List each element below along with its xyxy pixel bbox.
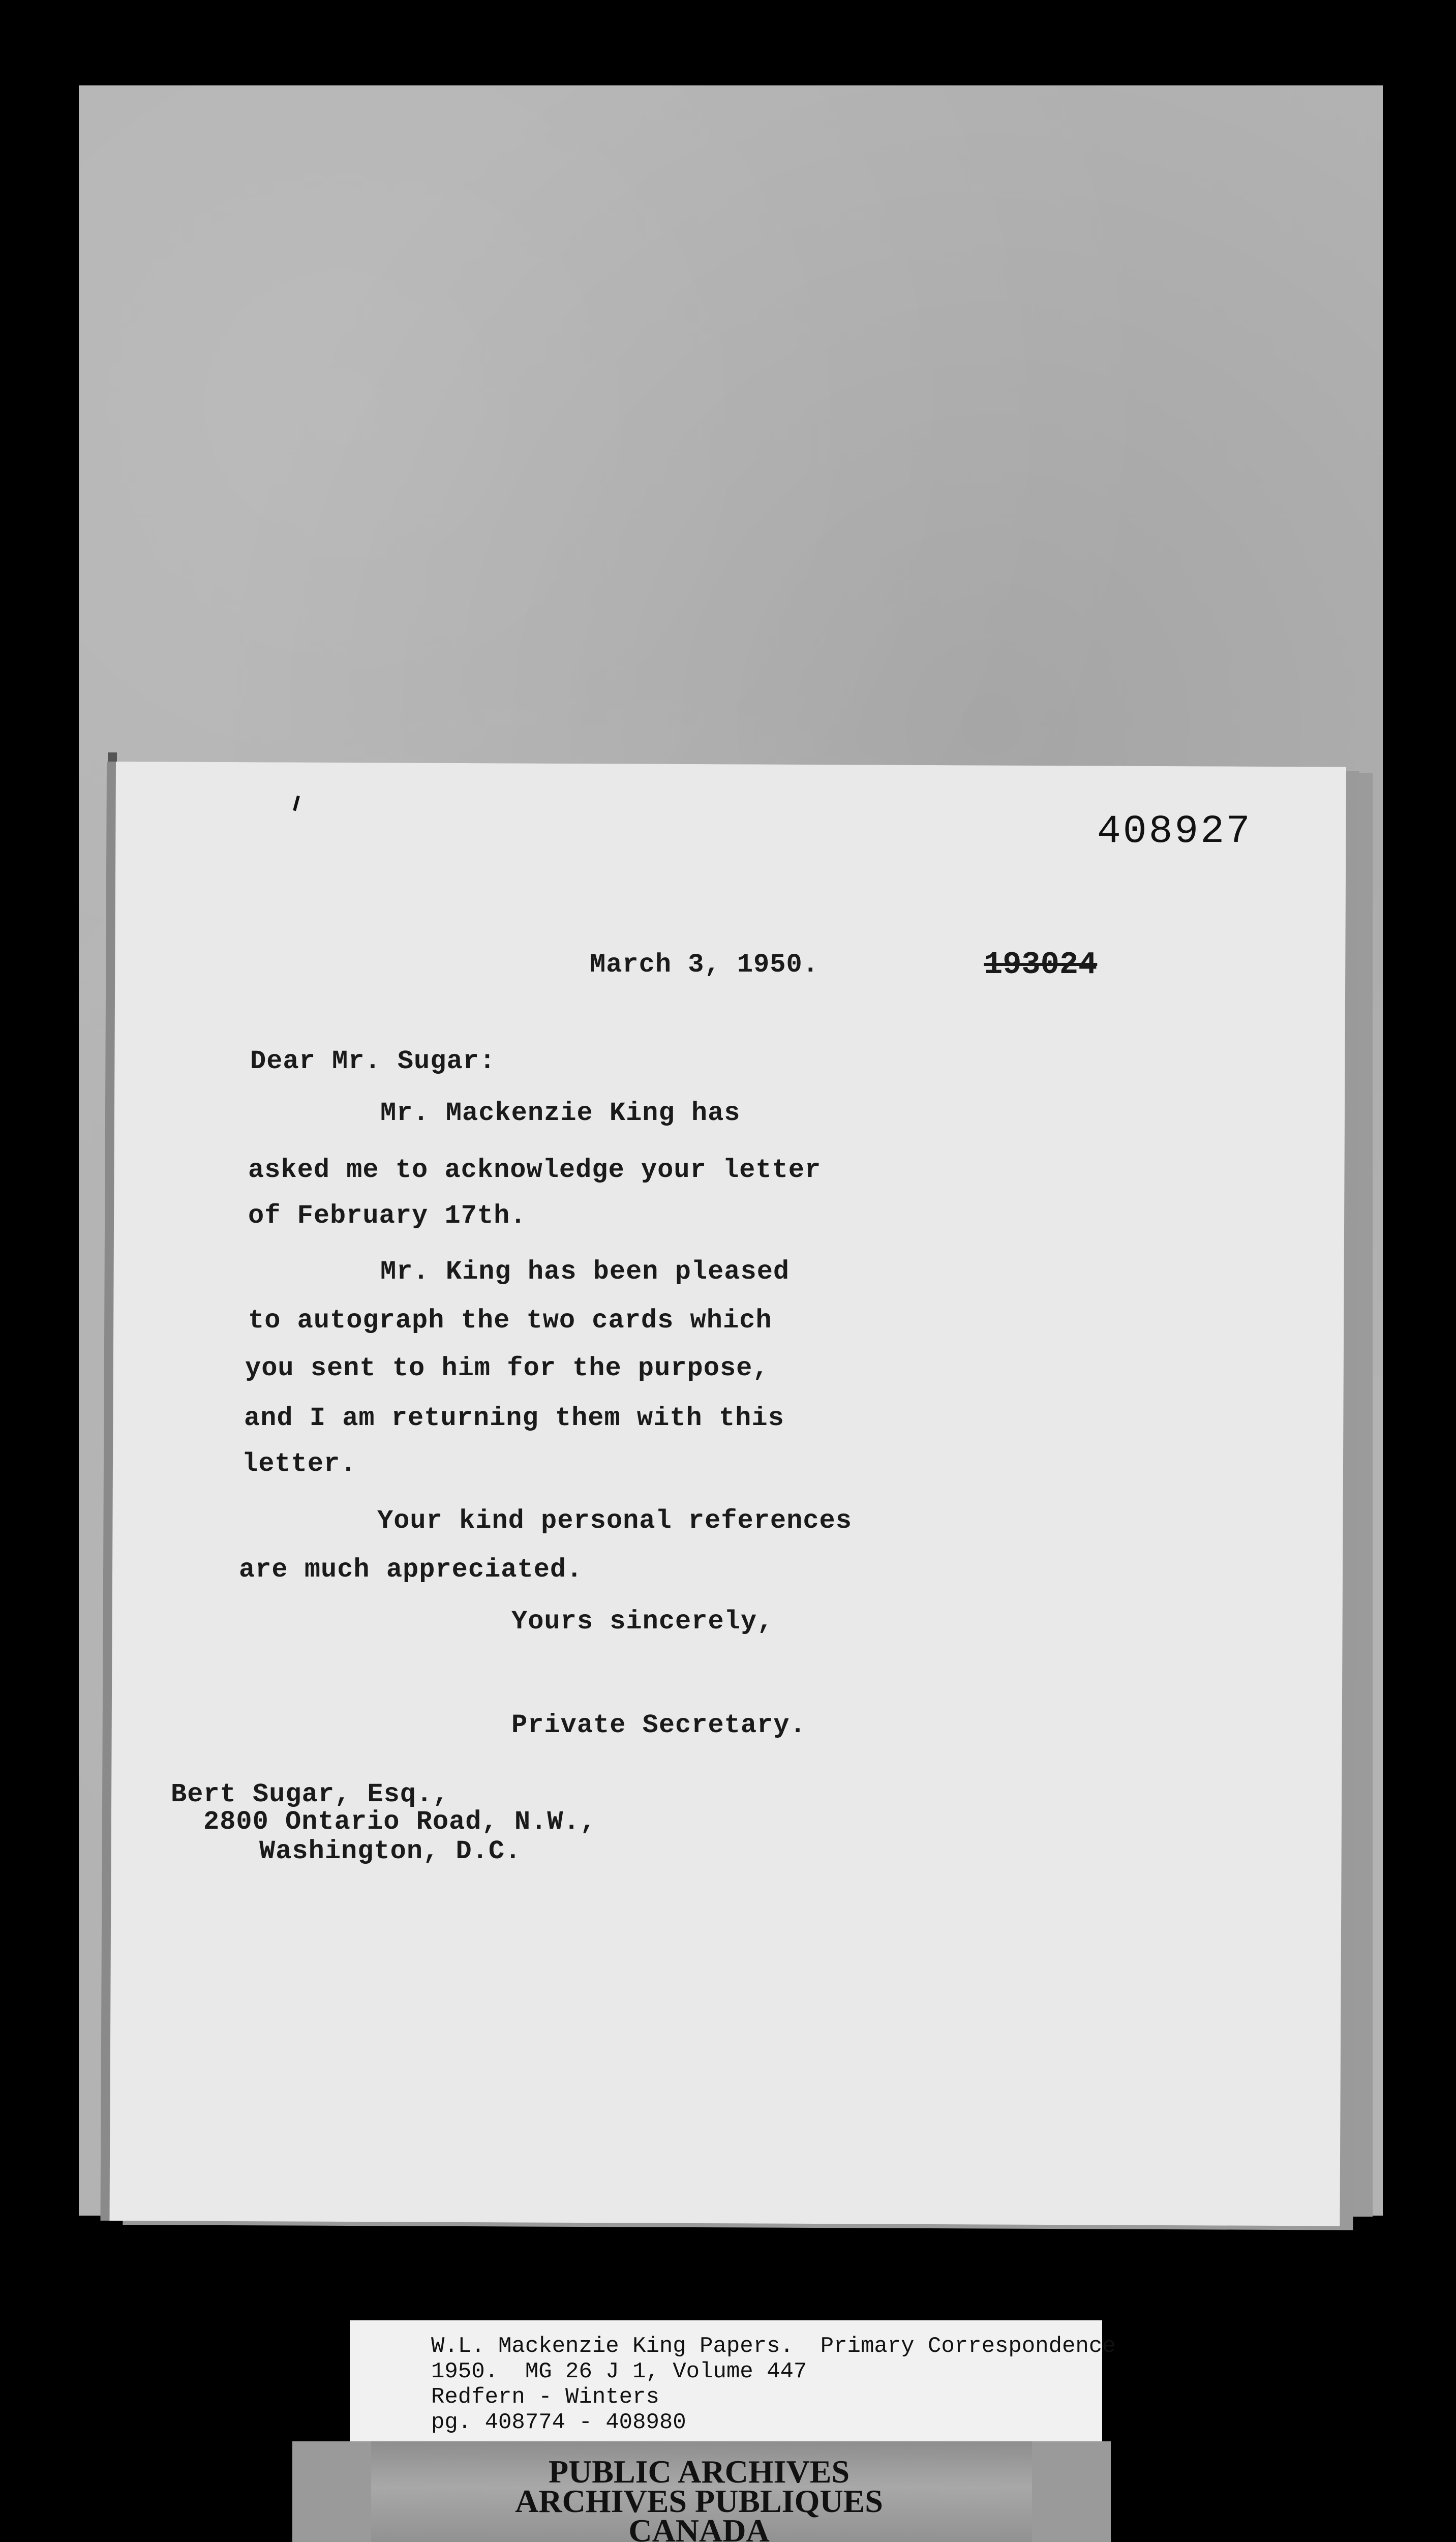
address-line: Bert Sugar, Esq.,: [171, 1779, 449, 1809]
body-line: asked me to acknowledge your letter: [248, 1155, 822, 1185]
letter-date: March 3, 1950.: [590, 950, 819, 980]
address-line: 2800 Ontario Road, N.W.,: [203, 1807, 596, 1837]
body-line: you sent to him for the purpose,: [245, 1353, 769, 1383]
letter-salutation: Dear Mr. Sugar:: [250, 1046, 496, 1076]
signature-title: Private Secretary.: [511, 1710, 806, 1740]
letter-closing: Yours sincerely,: [511, 1607, 774, 1637]
body-line: Mr. King has been pleased: [380, 1257, 790, 1287]
body-line: are much appreciated.: [239, 1555, 583, 1585]
body-line: to autograph the two cards which: [248, 1306, 772, 1336]
document-number: 408927: [1097, 809, 1252, 854]
letter-sheet: [109, 762, 1346, 2226]
body-line: Your kind personal references: [377, 1506, 852, 1536]
archive-banner-line: PUBLIC ARCHIVES: [548, 2454, 850, 2490]
body-line: letter.: [242, 1449, 357, 1479]
archive-label-line: W.L. Mackenzie King Papers. Primary Correspondence: [431, 2334, 1116, 2359]
archive-banner-line: CANADA: [628, 2513, 770, 2542]
archive-label-line: Redfern - Winters: [431, 2384, 659, 2410]
archive-label-line: 1950. MG 26 J 1, Volume 447: [431, 2359, 807, 2384]
crossed-out-number: 193024: [984, 947, 1098, 983]
body-line: of February 17th.: [248, 1201, 527, 1231]
archive-banner-line: ARCHIVES PUBLIQUES: [515, 2483, 883, 2519]
archive-label-line: pg. 408774 - 408980: [431, 2410, 686, 2435]
address-line: Washington, D.C.: [259, 1836, 522, 1866]
body-line: and I am returning them with this: [244, 1403, 784, 1433]
body-line: Mr. Mackenzie King has: [380, 1098, 741, 1128]
